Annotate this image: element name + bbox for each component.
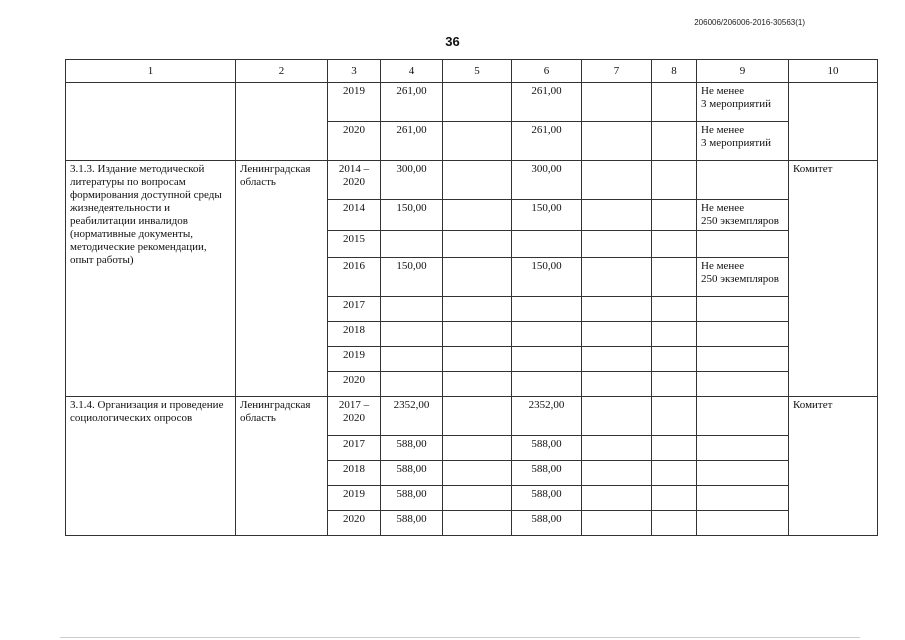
column-header-row	[66, 60, 878, 83]
page-number: 36	[445, 34, 460, 49]
column-header: 10	[789, 60, 878, 83]
program-table	[65, 59, 878, 536]
total-cell: 150,00	[381, 200, 443, 231]
value-cell	[443, 322, 512, 347]
total-cell: 588,00	[381, 461, 443, 486]
result-cell	[697, 436, 789, 461]
result-cell	[697, 347, 789, 372]
result-cell	[697, 461, 789, 486]
regional-cell: 588,00	[512, 461, 582, 486]
value-cell	[582, 486, 652, 511]
year-cell: 2014	[328, 200, 381, 231]
column-header: 3	[328, 60, 381, 83]
total-cell: 261,00	[381, 122, 443, 161]
value-cell	[652, 397, 697, 436]
value-cell	[443, 461, 512, 486]
regional-cell	[512, 372, 582, 397]
column-header: 2	[236, 60, 328, 83]
column-header: 6	[512, 60, 582, 83]
column-header: 9	[697, 60, 789, 83]
total-cell: 588,00	[381, 436, 443, 461]
value-cell	[582, 297, 652, 322]
year-cell: 2017 – 2020	[328, 397, 381, 436]
total-cell: 588,00	[381, 511, 443, 536]
value-cell	[582, 436, 652, 461]
value-cell	[443, 397, 512, 436]
table-row	[66, 83, 878, 122]
regional-cell	[512, 231, 582, 258]
result-cell	[697, 372, 789, 397]
region-cell	[236, 83, 328, 161]
total-cell: 150,00	[381, 258, 443, 297]
value-cell	[652, 347, 697, 372]
regional-cell: 261,00	[512, 83, 582, 122]
value-cell	[582, 231, 652, 258]
total-cell: 2352,00	[381, 397, 443, 436]
total-cell: 261,00	[381, 83, 443, 122]
year-cell: 2019	[328, 347, 381, 372]
value-cell	[652, 231, 697, 258]
result-cell: Не менее 3 мероприятий	[697, 122, 789, 161]
result-cell	[697, 297, 789, 322]
total-cell	[381, 322, 443, 347]
year-cell: 2018	[328, 461, 381, 486]
table-row	[66, 161, 878, 200]
value-cell	[652, 122, 697, 161]
executor-cell	[789, 83, 878, 161]
column-header: 1	[66, 60, 236, 83]
value-cell	[582, 397, 652, 436]
result-cell	[697, 161, 789, 200]
total-cell: 588,00	[381, 486, 443, 511]
regional-cell: 588,00	[512, 486, 582, 511]
year-cell: 2015	[328, 231, 381, 258]
value-cell	[582, 122, 652, 161]
table-row	[66, 397, 878, 436]
value-cell	[582, 83, 652, 122]
year-cell: 2020	[328, 511, 381, 536]
result-cell	[697, 397, 789, 436]
regional-cell	[512, 297, 582, 322]
year-cell: 2017	[328, 297, 381, 322]
total-cell	[381, 297, 443, 322]
year-cell: 2019	[328, 83, 381, 122]
executor-cell: Комитет	[789, 161, 878, 397]
value-cell	[443, 372, 512, 397]
description-cell	[66, 83, 236, 161]
value-cell	[652, 200, 697, 231]
regional-cell	[512, 347, 582, 372]
total-cell	[381, 347, 443, 372]
result-cell: Не менее 3 мероприятий	[697, 83, 789, 122]
value-cell	[443, 258, 512, 297]
region-cell: Ленинградская область	[236, 397, 328, 536]
value-cell	[652, 258, 697, 297]
year-cell: 2019	[328, 486, 381, 511]
value-cell	[443, 347, 512, 372]
value-cell	[652, 372, 697, 397]
result-cell	[697, 322, 789, 347]
value-cell	[652, 161, 697, 200]
value-cell	[443, 231, 512, 258]
value-cell	[582, 511, 652, 536]
year-cell: 2020	[328, 372, 381, 397]
value-cell	[652, 486, 697, 511]
result-cell	[697, 486, 789, 511]
value-cell	[652, 511, 697, 536]
regional-cell: 261,00	[512, 122, 582, 161]
value-cell	[582, 200, 652, 231]
result-cell: Не менее 250 экземпляров	[697, 200, 789, 231]
value-cell	[443, 161, 512, 200]
bottom-rule	[60, 637, 860, 638]
column-header: 4	[381, 60, 443, 83]
regional-cell: 588,00	[512, 436, 582, 461]
total-cell	[381, 231, 443, 258]
region-cell: Ленинградская область	[236, 161, 328, 397]
year-cell: 2018	[328, 322, 381, 347]
column-header: 7	[582, 60, 652, 83]
document-id: 206006/206006-2016-30563(1)	[694, 18, 805, 27]
activity-description: 3.1.4. Организация и проведение социологических опросов	[66, 397, 236, 536]
value-cell	[652, 83, 697, 122]
value-cell	[443, 297, 512, 322]
result-cell: Не менее 250 экземпляров	[697, 258, 789, 297]
executor-cell: Комитет	[789, 397, 878, 536]
value-cell	[582, 461, 652, 486]
value-cell	[443, 511, 512, 536]
regional-cell: 150,00	[512, 200, 582, 231]
value-cell	[652, 436, 697, 461]
value-cell	[582, 161, 652, 200]
regional-cell: 300,00	[512, 161, 582, 200]
value-cell	[582, 258, 652, 297]
year-cell: 2014 – 2020	[328, 161, 381, 200]
year-cell: 2016	[328, 258, 381, 297]
total-cell	[381, 372, 443, 397]
result-cell	[697, 511, 789, 536]
year-cell: 2017	[328, 436, 381, 461]
activity-description: 3.1.3. Издание методической литературы по вопросам формирования доступной среды жизнедеятельности и реабилитации инвалидов (нормативные документы, методические рекомендации, опыт работы)	[66, 161, 236, 397]
value-cell	[582, 372, 652, 397]
value-cell	[443, 200, 512, 231]
value-cell	[443, 122, 512, 161]
year-cell: 2020	[328, 122, 381, 161]
total-cell: 300,00	[381, 161, 443, 200]
regional-cell: 588,00	[512, 511, 582, 536]
column-header: 5	[443, 60, 512, 83]
value-cell	[652, 322, 697, 347]
value-cell	[443, 83, 512, 122]
regional-cell	[512, 322, 582, 347]
value-cell	[652, 297, 697, 322]
value-cell	[582, 347, 652, 372]
regional-cell: 150,00	[512, 258, 582, 297]
regional-cell: 2352,00	[512, 397, 582, 436]
value-cell	[652, 461, 697, 486]
result-cell	[697, 231, 789, 258]
value-cell	[443, 436, 512, 461]
value-cell	[582, 322, 652, 347]
value-cell	[443, 486, 512, 511]
column-header: 8	[652, 60, 697, 83]
